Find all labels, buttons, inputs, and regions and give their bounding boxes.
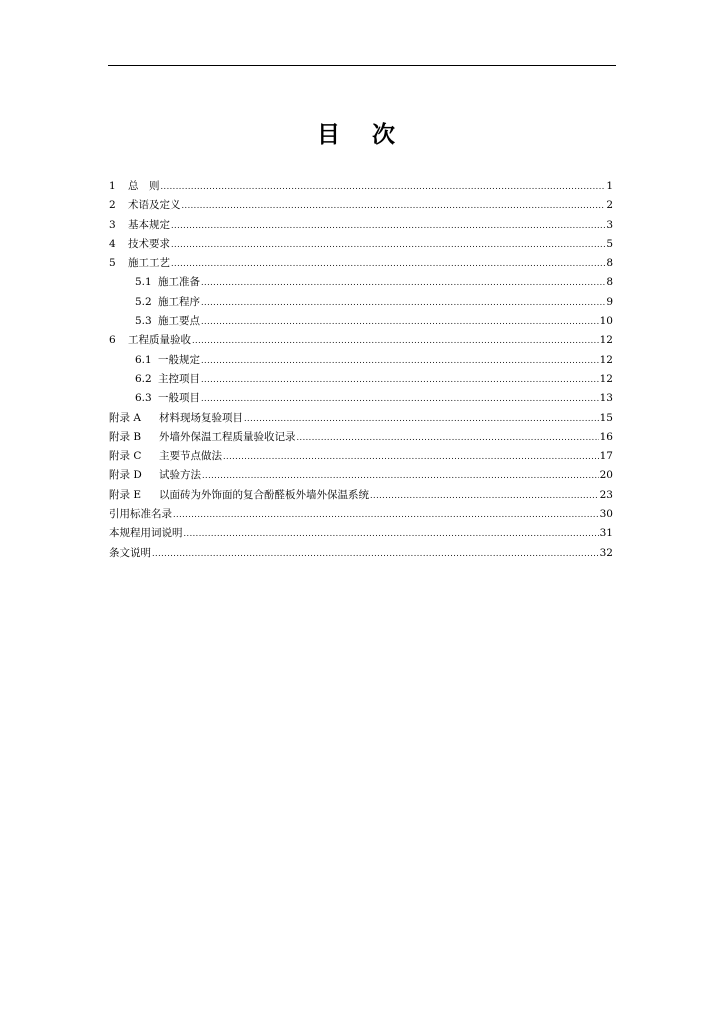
toc-page-number: 12: [599, 372, 613, 385]
toc-entry-6-3[interactable]: [109, 389, 613, 408]
toc-leader: [161, 177, 606, 196]
toc-entry-1[interactable]: [109, 177, 613, 196]
toc-page-number: 32: [599, 546, 613, 559]
toc-page-number: 16: [599, 430, 613, 443]
toc-leader: [201, 389, 599, 408]
toc-entry-2[interactable]: [109, 196, 613, 215]
toc-leader: [201, 351, 599, 370]
toc-entry-clause-explanation[interactable]: [109, 544, 613, 563]
toc-title: 一般项目: [158, 392, 200, 405]
toc-leader: [297, 428, 599, 447]
toc-number: 6.1: [135, 353, 152, 366]
toc-title: 工程质量验收: [128, 334, 191, 347]
toc-number: 附录 E: [109, 488, 142, 501]
toc-page-number: 2: [606, 199, 613, 212]
toc-number: 5.2: [135, 295, 152, 308]
toc-title: 以面砖为外饰面的复合酚醛板外墙外保温系统: [159, 488, 369, 501]
toc-entry-6-1[interactable]: [109, 351, 613, 370]
toc-number: 4: [109, 237, 116, 250]
toc-entry-4[interactable]: [109, 235, 613, 254]
toc-title: 材料现场复验项目: [159, 411, 243, 424]
table-of-contents: [109, 177, 613, 563]
toc-leader: [370, 486, 599, 505]
toc-leader: [201, 293, 605, 312]
toc-title: 条文说明: [109, 546, 151, 559]
toc-number: 6.3: [135, 392, 152, 405]
toc-leader: [244, 409, 599, 428]
toc-page-number: 9: [606, 295, 613, 308]
toc-page-number: 30: [599, 508, 613, 521]
toc-title: 本规程用词说明: [109, 527, 183, 540]
toc-page-number: 12: [599, 334, 613, 347]
toc-number: 5.1: [135, 276, 152, 289]
toc-leader: [182, 196, 606, 215]
toc-page-number: 17: [599, 450, 613, 463]
toc-leader: [202, 466, 599, 485]
toc-title: 施工工艺: [128, 257, 170, 270]
toc-page-number: 8: [606, 257, 613, 270]
toc-page-number: 3: [606, 218, 613, 231]
toc-entry-5-3[interactable]: [109, 312, 613, 331]
toc-leader: [152, 544, 599, 563]
toc-leader: [171, 254, 605, 273]
toc-number: 附录 A: [109, 411, 141, 424]
toc-entry-6[interactable]: [109, 331, 613, 350]
toc-entry-appendix-e[interactable]: [109, 486, 613, 505]
toc-page-number: 23: [599, 488, 613, 501]
toc-leader: [201, 370, 599, 389]
toc-title: 引用标准名录: [109, 508, 172, 521]
toc-number: 附录 B: [109, 430, 142, 443]
toc-title: 试验方法: [159, 469, 201, 482]
toc-title: 基本规定: [128, 218, 170, 231]
toc-title: 术语及定义: [128, 199, 181, 212]
header-rule: [108, 65, 616, 66]
toc-title: 施工要点: [158, 315, 200, 328]
toc-entry-referenced-standards[interactable]: [109, 505, 613, 524]
toc-title: 技术要求: [128, 237, 170, 250]
toc-page-number: 13: [599, 392, 613, 405]
toc-title: 一般规定: [158, 353, 200, 366]
toc-title: 施工准备: [158, 276, 200, 289]
toc-entry-5-1[interactable]: [109, 273, 613, 292]
toc-leader: [192, 331, 599, 350]
toc-page-number: 8: [606, 276, 613, 289]
toc-leader: [171, 235, 605, 254]
toc-number: 3: [109, 218, 116, 231]
toc-page-number: 1: [606, 180, 613, 192]
toc-leader: [173, 505, 599, 524]
toc-entry-5[interactable]: [109, 254, 613, 273]
toc-entry-wording-explanation[interactable]: [109, 524, 613, 543]
toc-leader: [184, 524, 599, 543]
page-title: 目 次: [316, 122, 407, 148]
toc-title: 主要节点做法: [159, 450, 222, 463]
toc-number: 1: [109, 180, 116, 192]
toc-page-number: 31: [599, 527, 613, 540]
toc-page-number: 20: [599, 469, 613, 482]
toc-number: 5.3: [135, 315, 152, 328]
toc-number: 6: [109, 334, 116, 347]
toc-number: 5: [109, 257, 116, 270]
toc-page-number: 10: [599, 315, 613, 328]
toc-entry-appendix-a[interactable]: [109, 409, 613, 428]
toc-title: 施工程序: [158, 295, 200, 308]
toc-page-number: 12: [599, 353, 613, 366]
toc-number: 附录 C: [109, 450, 142, 463]
toc-title: 总 则: [128, 180, 160, 192]
toc-title: 外墙外保温工程质量验收记录: [159, 430, 296, 443]
toc-leader: [201, 312, 599, 331]
toc-entry-appendix-d[interactable]: [109, 466, 613, 485]
toc-page-number: 5: [606, 237, 613, 250]
toc-leader: [201, 273, 605, 292]
toc-entry-3[interactable]: [109, 216, 613, 235]
toc-number: 6.2: [135, 372, 152, 385]
toc-leader: [171, 216, 605, 235]
toc-entry-appendix-c[interactable]: [109, 447, 613, 466]
toc-entry-appendix-b[interactable]: [109, 428, 613, 447]
toc-entry-5-2[interactable]: [109, 293, 613, 312]
toc-entry-6-2[interactable]: [109, 370, 613, 389]
toc-page-number: 15: [599, 411, 613, 424]
toc-number: 附录 D: [109, 469, 142, 482]
toc-number: 2: [109, 199, 116, 212]
toc-leader: [223, 447, 599, 466]
toc-title: 主控项目: [158, 372, 200, 385]
